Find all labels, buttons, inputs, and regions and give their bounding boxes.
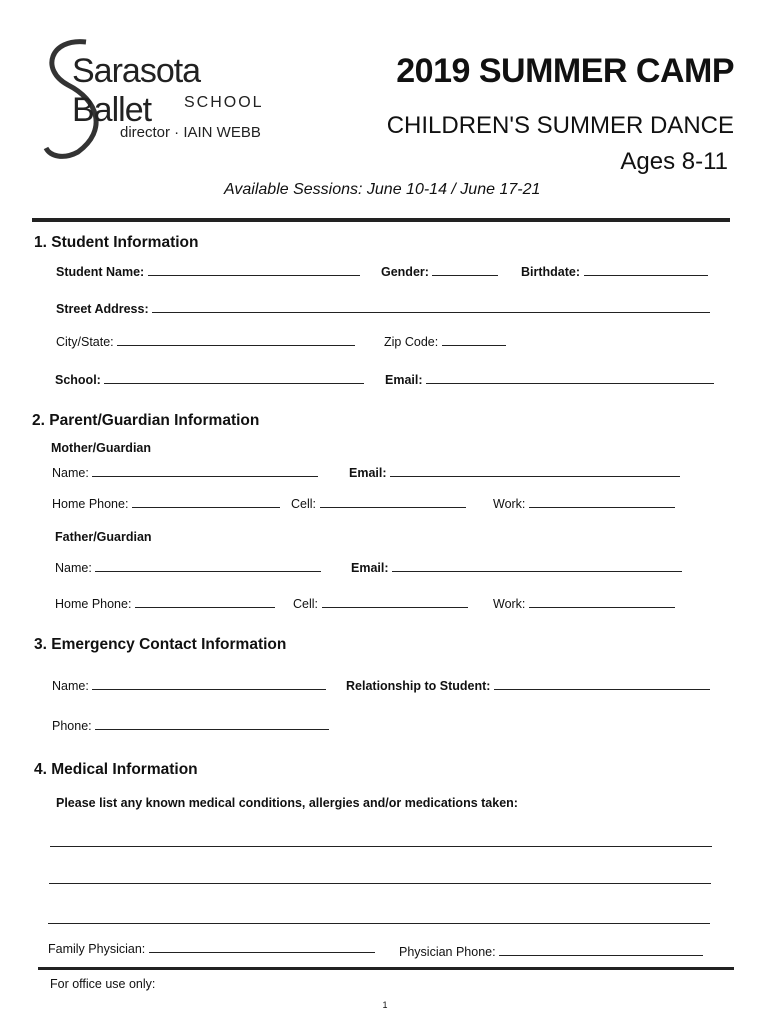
medical-line-1[interactable] <box>50 846 712 847</box>
street-address-line[interactable] <box>152 302 710 313</box>
mother-work-field[interactable] <box>493 497 675 511</box>
mother-name-field[interactable] <box>52 466 318 480</box>
father-cell-line[interactable] <box>322 597 468 608</box>
mother-guardian-heading: Mother/Guardian <box>51 441 152 455</box>
family-physician-field[interactable] <box>48 942 375 956</box>
mother-email-field[interactable] <box>349 466 680 480</box>
birthdate-label: Birthdate: <box>521 265 581 279</box>
birthdate-line[interactable] <box>584 265 708 276</box>
student-name-field[interactable] <box>56 265 360 279</box>
student-name-line[interactable] <box>148 265 360 276</box>
emergency-phone-line[interactable] <box>95 719 329 730</box>
relationship-line[interactable] <box>494 679 710 690</box>
mother-home-phone-line[interactable] <box>132 497 280 508</box>
emergency-phone-label: Phone: <box>52 719 92 733</box>
student-email-label: Email: <box>385 373 423 387</box>
father-home-phone-field[interactable] <box>55 597 275 611</box>
father-name-field[interactable] <box>55 561 321 575</box>
mother-name-label: Name: <box>52 466 89 480</box>
gender-line[interactable] <box>432 265 498 276</box>
city-state-label: City/State: <box>56 335 114 349</box>
mother-work-line[interactable] <box>529 497 675 508</box>
father-name-label: Name: <box>55 561 92 575</box>
mother-name-line[interactable] <box>92 466 318 477</box>
section-parent-heading: 2. Parent/Guardian Information <box>32 412 260 429</box>
father-work-line[interactable] <box>529 597 675 608</box>
mother-home-phone-field[interactable] <box>52 497 280 511</box>
page-number: 1 <box>382 1000 388 1010</box>
mother-email-label: Email: <box>349 466 387 480</box>
medical-prompt: Please list any known medical conditions, allergies and/or medications taken: <box>56 796 518 810</box>
father-name-line[interactable] <box>95 561 321 572</box>
logo-director-text: director · IAIN WEBB <box>120 124 261 141</box>
student-name-label: Student Name: <box>56 265 145 279</box>
father-email-field[interactable] <box>351 561 682 575</box>
zip-code-label: Zip Code: <box>384 335 439 349</box>
father-cell-field[interactable] <box>293 597 468 611</box>
logo-wordmark: Sarasota Ballet <box>72 52 201 129</box>
father-home-phone-line[interactable] <box>135 597 275 608</box>
section-medical-heading: 4. Medical Information <box>34 761 198 778</box>
age-range: Ages 8-11 <box>620 148 728 175</box>
gender-label: Gender: <box>381 265 429 279</box>
family-physician-line[interactable] <box>149 942 375 953</box>
form-subtitle: CHILDREN'S SUMMER DANCE <box>386 112 734 139</box>
school-field[interactable] <box>55 373 364 387</box>
medical-line-3[interactable] <box>48 923 710 924</box>
mother-work-label: Work: <box>493 497 526 511</box>
form-title: 2019 SUMMER CAMP <box>396 52 734 90</box>
father-work-field[interactable] <box>493 597 675 611</box>
father-cell-label: Cell: <box>293 597 319 611</box>
mother-cell-line[interactable] <box>320 497 466 508</box>
school-logo <box>38 30 268 160</box>
student-email-line[interactable] <box>426 373 714 384</box>
section-student-heading: 1. Student Information <box>34 234 199 251</box>
city-state-line[interactable] <box>117 335 355 346</box>
emergency-name-line[interactable] <box>92 679 326 690</box>
emergency-name-field[interactable] <box>52 679 326 693</box>
mother-cell-field[interactable] <box>291 497 466 511</box>
bottom-divider <box>38 967 734 970</box>
school-line[interactable] <box>104 373 364 384</box>
physician-phone-label: Physician Phone: <box>399 945 496 959</box>
medical-line-2[interactable] <box>49 883 711 884</box>
top-divider <box>32 218 730 222</box>
section-emergency-heading: 3. Emergency Contact Information <box>34 636 287 653</box>
street-address-field[interactable] <box>56 302 710 316</box>
physician-phone-line[interactable] <box>499 945 703 956</box>
zip-code-line[interactable] <box>442 335 506 346</box>
street-address-label: Street Address: <box>56 302 149 316</box>
zip-code-field[interactable] <box>384 335 506 349</box>
student-email-field[interactable] <box>385 373 714 387</box>
city-state-field[interactable] <box>56 335 355 349</box>
gender-field[interactable] <box>381 265 498 279</box>
birthdate-field[interactable] <box>521 265 708 279</box>
school-label: School: <box>55 373 101 387</box>
father-email-line[interactable] <box>392 561 682 572</box>
available-sessions: Available Sessions: June 10-14 / June 17-21 <box>224 181 541 198</box>
father-email-label: Email: <box>351 561 389 575</box>
father-home-phone-label: Home Phone: <box>55 597 132 611</box>
father-work-label: Work: <box>493 597 526 611</box>
emergency-phone-field[interactable] <box>52 719 329 733</box>
office-use-label: For office use only: <box>50 977 156 991</box>
physician-phone-field[interactable] <box>399 945 703 959</box>
logo-school-text: SCHOOL <box>184 94 264 111</box>
emergency-name-label: Name: <box>52 679 89 693</box>
mother-cell-label: Cell: <box>291 497 317 511</box>
mother-email-line[interactable] <box>390 466 680 477</box>
relationship-label: Relationship to Student: <box>346 679 491 693</box>
family-physician-label: Family Physician: <box>48 942 146 956</box>
father-guardian-heading: Father/Guardian <box>55 530 152 544</box>
mother-home-phone-label: Home Phone: <box>52 497 129 511</box>
relationship-field[interactable] <box>346 679 710 693</box>
